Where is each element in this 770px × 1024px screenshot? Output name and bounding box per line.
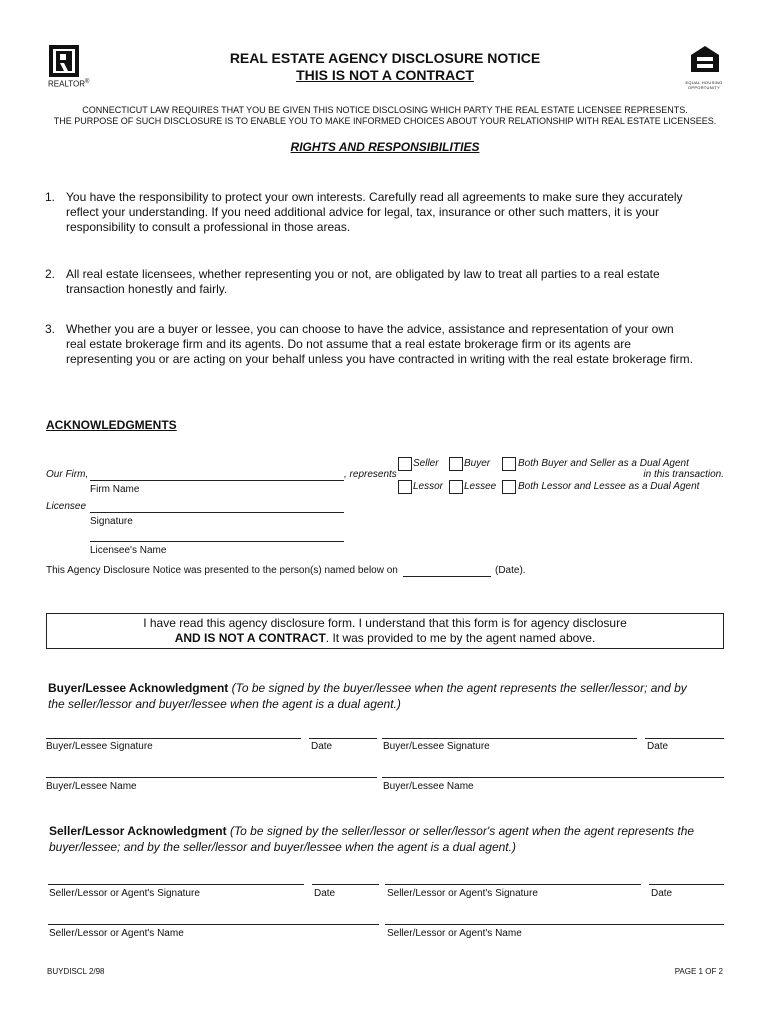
seller-name-1-field[interactable] [48, 924, 379, 925]
seller-date-1-caption: Date [314, 888, 336, 899]
realtor-logo-text: REALTOR® [48, 79, 90, 89]
seller-name-2-caption: Seller/Lessor or Agent's Name [387, 928, 522, 939]
seller-checkbox[interactable] [398, 457, 412, 471]
represents-label: , represents [344, 469, 397, 480]
lessor-option-label: Lessor [413, 481, 444, 492]
seller-date-2-field[interactable] [649, 884, 724, 885]
rights-item-2: 2. All real estate licensees, whether representing you or not, are obligated by law to treat all parties to a real estate transaction honestly and fairly. [45, 267, 660, 296]
seller-signature-2-field[interactable] [385, 884, 641, 885]
in-this-transaction-label: in this transaction. [643, 469, 724, 480]
presented-statement: This Agency Disclosure Notice was presented to the person(s) named below on [46, 565, 398, 576]
seller-acknowledgment-heading: Seller/Lessor Acknowledgment (To be signed by the seller/lessor or seller/lessor's agent when the agent represents the buyer/lessee; and by the seller/lessor and buyer/lessee when the agent is a dual agent.) [49, 824, 695, 854]
buyer-signature-2-caption: Buyer/Lessee Signature [383, 741, 490, 752]
acknowledgments-heading: ACKNOWLEDGMENTS [46, 418, 177, 432]
rights-item-1: 1. You have the responsibility to protect your own interests. Carefully read all agreements to make sure they accurately reflect your understanding. If you need additional advice for legal, tax, insurance or other such matters, it is your responsibility to consult a professional in those areas. [45, 190, 683, 234]
buyer-name-1-caption: Buyer/Lessee Name [46, 781, 137, 792]
our-firm-label: Our Firm, [46, 469, 89, 480]
rights-item-3: 3. Whether you are a buyer or lessee, you can choose to have the advice, assistance and representation of your own real estate brokerage firm and its agents. Do not assume that a real estate brokerage firm or its agents are representing you or are acting on your behalf unless you have contracted in writing with the real estate brokerage firm. [45, 322, 694, 366]
dual-agent-lessor-lessee-label: Both Lessor and Lessee as a Dual Agent [518, 481, 700, 492]
buyer-signature-1-field[interactable] [46, 738, 301, 739]
licensee-name-caption: Licensee's Name [90, 545, 167, 556]
law-notice: CONNECTICUT LAW REQUIRES THAT YOU BE GIVEN THIS NOTICE DISCLOSING WHICH PARTY THE REAL ESTATE LICENSEE REPRESENTS. THE PURPOSE OF SUCH DISCLOSURE IS TO ENABLE YOU TO MAKE INFORMED CHOICES ABOUT YOUR RELATIONSHIP WITH REAL ESTATE LICENSEES. [53, 105, 717, 126]
firm-name-caption: Firm Name [90, 484, 140, 495]
not-a-contract-notice-box: I have read this agency disclosure form. I understand that this form is for agency disclosure AND IS NOT A CONTRACT. It was provided to me by the agent named above. [46, 613, 724, 649]
firm-name-field[interactable] [90, 480, 344, 481]
rights-heading: RIGHTS AND RESPONSIBILITIES [290, 140, 480, 154]
seller-option-label: Seller [413, 458, 439, 469]
lessor-checkbox[interactable] [398, 480, 412, 494]
buyer-date-2-caption: Date [647, 741, 669, 752]
buyer-date-2-field[interactable] [645, 738, 724, 739]
page-title: REAL ESTATE AGENCY DISCLOSURE NOTICE THIS IS NOT A CONTRACT [229, 50, 541, 83]
dual-agent-lessor-lessee-checkbox[interactable] [502, 480, 516, 494]
equal-housing-icon [690, 45, 720, 73]
buyer-acknowledgment-heading: Buyer/Lessee Acknowledgment (To be signed by the buyer/lessee when the agent represents the seller/lessor; and by the seller/lessor and buyer/lessee when the agent is a dual agent.) [48, 681, 687, 711]
buyer-name-2-caption: Buyer/Lessee Name [383, 781, 474, 792]
lessee-option-label: Lessee [464, 481, 497, 492]
buyer-date-1-caption: Date [311, 741, 333, 752]
buyer-name-2-field[interactable] [382, 777, 724, 778]
licensee-signature-field[interactable] [90, 512, 344, 513]
page-number: PAGE 1 OF 2 [674, 967, 723, 976]
date-label: (Date). [495, 565, 526, 576]
buyer-signature-1-caption: Buyer/Lessee Signature [46, 741, 153, 752]
dual-agent-buyer-seller-checkbox[interactable] [502, 457, 516, 471]
dual-agent-buyer-seller-label: Both Buyer and Seller as a Dual Agent [518, 458, 689, 469]
seller-date-2-caption: Date [651, 888, 673, 899]
seller-signature-2-caption: Seller/Lessor or Agent's Signature [387, 888, 538, 899]
buyer-name-1-field[interactable] [46, 777, 377, 778]
seller-signature-1-field[interactable] [48, 884, 304, 885]
licensee-name-field[interactable] [90, 541, 344, 542]
buyer-signature-2-field[interactable] [382, 738, 637, 739]
seller-date-1-field[interactable] [312, 884, 379, 885]
equal-housing-text: EQUAL HOUSING OPPORTUNITY [685, 80, 723, 90]
signature-caption: Signature [90, 516, 133, 527]
seller-name-1-caption: Seller/Lessor or Agent's Name [49, 928, 184, 939]
buyer-option-label: Buyer [464, 458, 491, 469]
seller-name-2-field[interactable] [385, 924, 724, 925]
licensee-label: Licensee [46, 501, 87, 512]
form-code: BUYDISCL 2/98 [47, 967, 105, 976]
buyer-checkbox[interactable] [449, 457, 463, 471]
lessee-checkbox[interactable] [449, 480, 463, 494]
buyer-date-1-field[interactable] [309, 738, 377, 739]
presented-date-field[interactable] [403, 576, 491, 577]
seller-signature-1-caption: Seller/Lessor or Agent's Signature [49, 888, 200, 899]
